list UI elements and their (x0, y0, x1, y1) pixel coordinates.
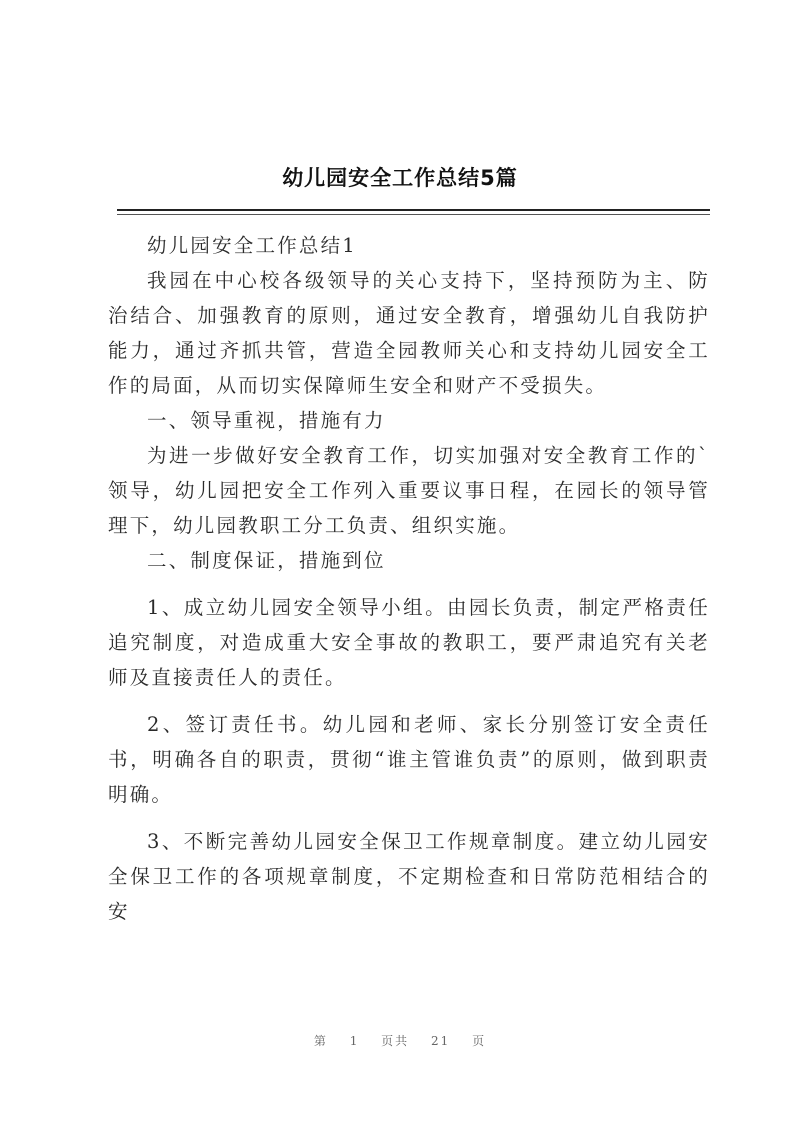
footer-middle: 页共 (381, 1034, 410, 1048)
body-paragraph: 为进一步做好安全教育工作，切实加强对安全教育工作的`领导，幼儿园把安全工作列入重要议事日程，在园长的领导管理下，幼儿园教职工分工负责、组织实施。 (108, 444, 710, 537)
footer-suffix: 页 (472, 1034, 487, 1048)
body-paragraph: 我园在中心校各级领导的关心支持下，坚持预防为主、防治结合、加强教育的原则，通过安全教育，增强幼儿自我防护能力，通过齐抓共管，营造全园教师关心和支持幼儿园安全工作的局面，从而切实保障师生安全和财产不受损失。 (108, 269, 710, 397)
footer-prefix: 第 (313, 1034, 328, 1048)
body-paragraph: 1、成立幼儿园安全领导小组。由园长负责，制定严格责任追究制度，对造成重大安全事故的教职工，要严肃追究有关老师及直接责任人的责任。 (108, 596, 710, 689)
footer-page-number: 1 (349, 1034, 360, 1048)
document-title: 幼儿园安全工作总结5篇 (282, 166, 518, 190)
page-footer (0, 1032, 800, 1049)
footer-total-pages: 21 (431, 1034, 451, 1048)
section-heading: 幼儿园安全工作总结1 (147, 234, 357, 257)
body-paragraph: 3、不断完善幼儿园安全保卫工作规章制度。建立幼儿园安全保卫工作的各项规章制度，不定期检查和日常防范相结合的安 (108, 830, 710, 923)
section-heading: 一、领导重视，措施有力 (147, 409, 386, 432)
title-divider (117, 209, 710, 211)
section-heading: 二、制度保证，措施到位 (147, 549, 386, 572)
title-divider-thin (117, 214, 710, 215)
document-body (108, 228, 710, 929)
body-paragraph: 2、签订责任书。幼儿园和老师、家长分别签订安全责任书，明确各自的职责，贯彻“谁主管谁负责”的原则，做到职责明确。 (108, 713, 710, 806)
